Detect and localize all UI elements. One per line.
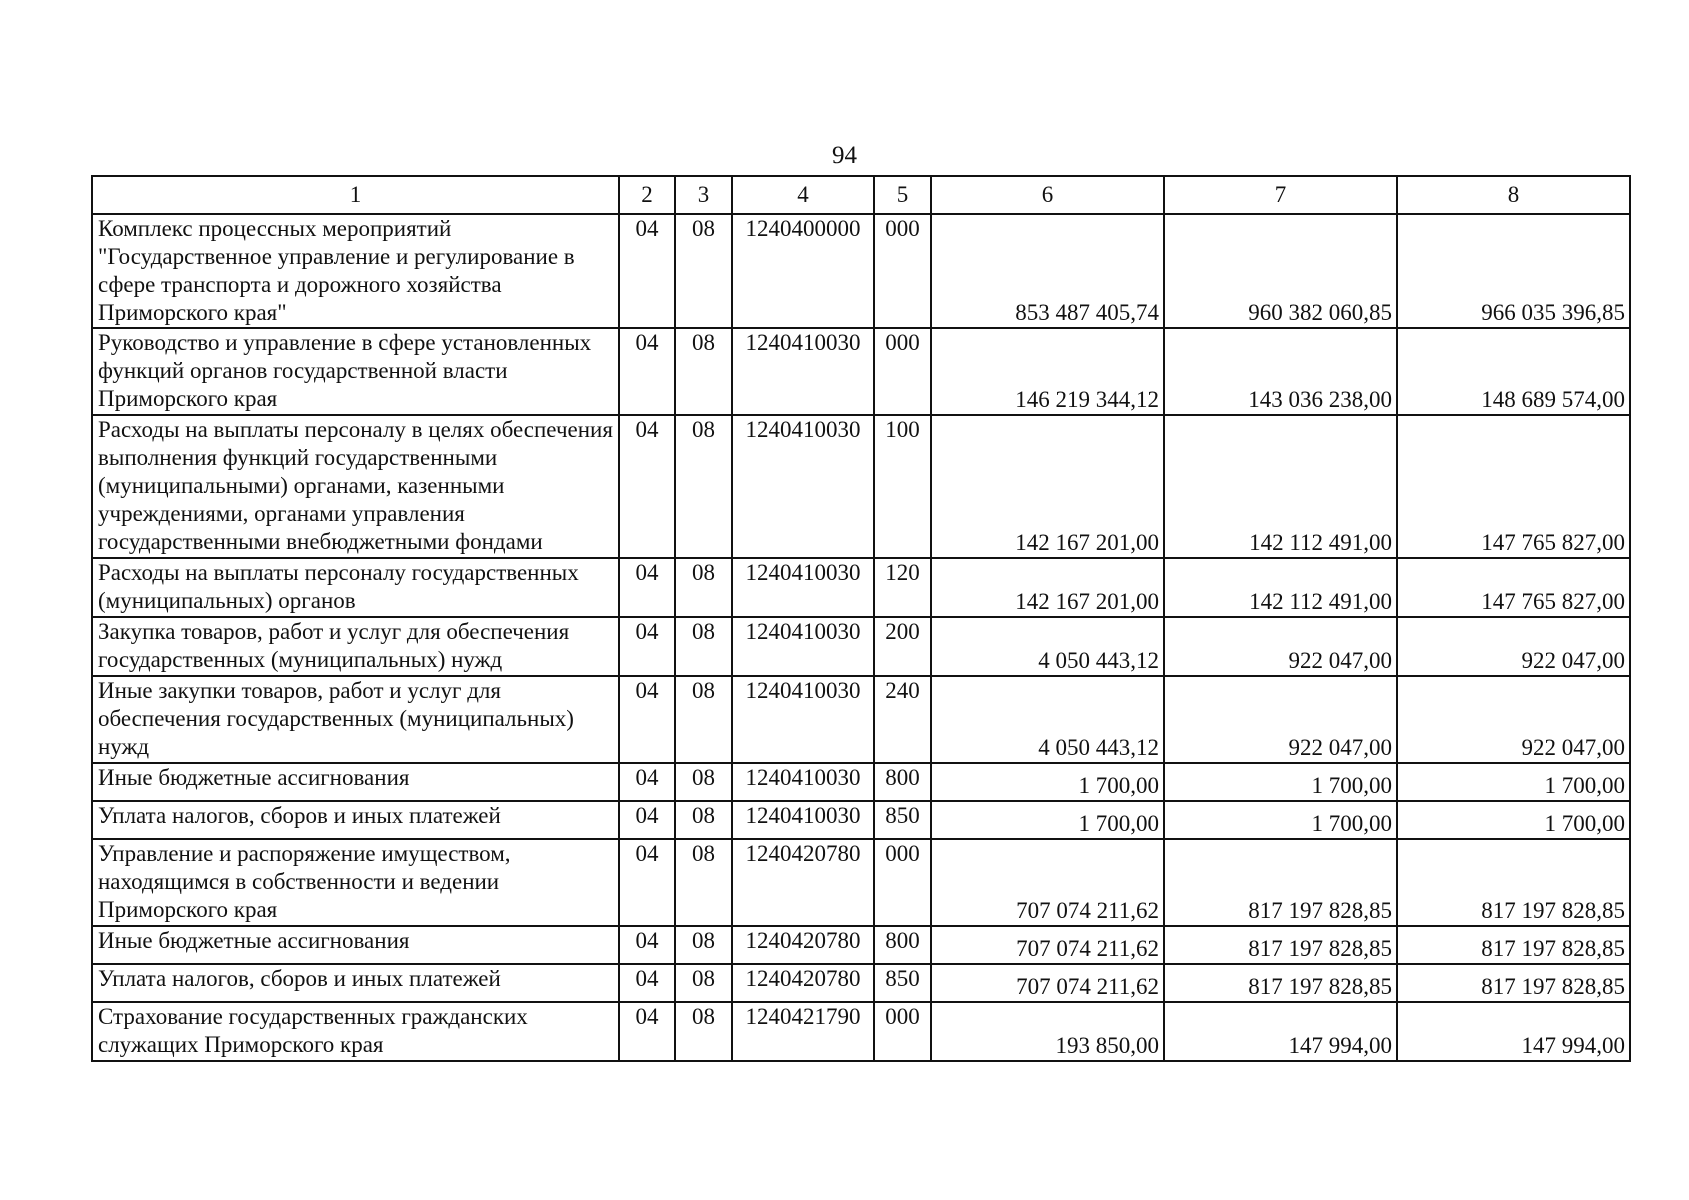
row-name: Страхование государственных гражданских служащих Приморского края [92, 1002, 619, 1061]
row-name: Иные бюджетные ассигнования [92, 926, 619, 964]
row-expense-type-code: 200 [874, 617, 931, 676]
header-col-4: 4 [732, 176, 874, 214]
row-amount-col-7: 922 047,00 [1164, 617, 1397, 676]
table-row [92, 801, 1630, 839]
row-section-code: 04 [619, 1002, 675, 1061]
row-amount-col-7: 1 700,00 [1164, 763, 1397, 801]
row-name: Иные закупки товаров, работ и услуг для обеспечения государственных (муниципальных) нужд [92, 676, 619, 763]
table-row [92, 926, 1630, 964]
row-name: Уплата налогов, сборов и иных платежей [92, 801, 619, 839]
row-expense-type-code: 000 [874, 328, 931, 415]
row-amount-col-8: 148 689 574,00 [1397, 328, 1630, 415]
row-expense-type-code: 000 [874, 214, 931, 328]
row-expense-type-code: 800 [874, 926, 931, 964]
row-target-article-code: 1240420780 [732, 839, 874, 926]
row-amount-col-7: 817 197 828,85 [1164, 926, 1397, 964]
row-subsection-code: 08 [675, 964, 732, 1002]
row-expense-type-code: 800 [874, 763, 931, 801]
row-amount-col-7: 817 197 828,85 [1164, 964, 1397, 1002]
row-subsection-code: 08 [675, 415, 732, 558]
row-name: Закупка товаров, работ и услуг для обеспечения государственных (муниципальных) нужд [92, 617, 619, 676]
row-target-article-code: 1240410030 [732, 415, 874, 558]
row-section-code: 04 [619, 926, 675, 964]
row-amount-col-7: 960 382 060,85 [1164, 214, 1397, 328]
header-col-1: 1 [92, 176, 619, 214]
row-target-article-code: 1240410030 [732, 328, 874, 415]
row-amount-col-7: 1 700,00 [1164, 801, 1397, 839]
row-subsection-code: 08 [675, 617, 732, 676]
row-amount-col-7: 142 112 491,00 [1164, 415, 1397, 558]
row-amount-col-6: 146 219 344,12 [931, 328, 1164, 415]
row-name: Расходы на выплаты персоналу государственных (муниципальных) органов [92, 558, 619, 617]
row-target-article-code: 1240420780 [732, 964, 874, 1002]
row-expense-type-code: 850 [874, 801, 931, 839]
row-amount-col-8: 1 700,00 [1397, 763, 1630, 801]
row-amount-col-7: 922 047,00 [1164, 676, 1397, 763]
row-subsection-code: 08 [675, 1002, 732, 1061]
row-target-article-code: 1240421790 [732, 1002, 874, 1061]
table-row [92, 763, 1630, 801]
row-section-code: 04 [619, 676, 675, 763]
row-amount-col-8: 147 765 827,00 [1397, 415, 1630, 558]
row-amount-col-8: 817 197 828,85 [1397, 926, 1630, 964]
row-amount-col-8: 922 047,00 [1397, 617, 1630, 676]
page-number: 94 [832, 142, 857, 169]
row-subsection-code: 08 [675, 214, 732, 328]
row-amount-col-8: 1 700,00 [1397, 801, 1630, 839]
row-amount-col-6: 142 167 201,00 [931, 558, 1164, 617]
header-col-3: 3 [675, 176, 732, 214]
row-expense-type-code: 120 [874, 558, 931, 617]
row-amount-col-6: 4 050 443,12 [931, 617, 1164, 676]
row-amount-col-6: 4 050 443,12 [931, 676, 1164, 763]
row-amount-col-6: 707 074 211,62 [931, 964, 1164, 1002]
row-amount-col-6: 1 700,00 [931, 763, 1164, 801]
row-target-article-code: 1240410030 [732, 558, 874, 617]
row-target-article-code: 1240410030 [732, 617, 874, 676]
table-row [92, 558, 1630, 617]
row-section-code: 04 [619, 214, 675, 328]
row-amount-col-6: 1 700,00 [931, 801, 1164, 839]
header-col-8: 8 [1397, 176, 1630, 214]
row-target-article-code: 1240400000 [732, 214, 874, 328]
table-row [92, 415, 1630, 558]
row-amount-col-7: 817 197 828,85 [1164, 839, 1397, 926]
table-row [92, 676, 1630, 763]
row-name: Уплата налогов, сборов и иных платежей [92, 964, 619, 1002]
row-amount-col-8: 966 035 396,85 [1397, 214, 1630, 328]
row-amount-col-6: 707 074 211,62 [931, 926, 1164, 964]
row-amount-col-6: 707 074 211,62 [931, 839, 1164, 926]
row-section-code: 04 [619, 801, 675, 839]
table-row [92, 328, 1630, 415]
header-col-7: 7 [1164, 176, 1397, 214]
row-amount-col-7: 147 994,00 [1164, 1002, 1397, 1061]
row-section-code: 04 [619, 763, 675, 801]
table-row [92, 214, 1630, 328]
row-section-code: 04 [619, 839, 675, 926]
row-expense-type-code: 000 [874, 839, 931, 926]
row-amount-col-8: 147 994,00 [1397, 1002, 1630, 1061]
row-subsection-code: 08 [675, 763, 732, 801]
row-amount-col-7: 142 112 491,00 [1164, 558, 1397, 617]
row-subsection-code: 08 [675, 839, 732, 926]
header-col-2: 2 [619, 176, 675, 214]
row-amount-col-8: 147 765 827,00 [1397, 558, 1630, 617]
row-subsection-code: 08 [675, 926, 732, 964]
row-name: Управление и распоряжение имуществом, находящимся в собственности и ведении Приморского края [92, 839, 619, 926]
table-row [92, 964, 1630, 1002]
row-target-article-code: 1240420780 [732, 926, 874, 964]
row-subsection-code: 08 [675, 801, 732, 839]
row-amount-col-6: 193 850,00 [931, 1002, 1164, 1061]
table-row [92, 1002, 1630, 1061]
table-row [92, 839, 1630, 926]
row-name: Комплекс процессных мероприятий "Государственное управление и регулирование в сфере транспорта и дорожного хозяйства Приморского края" [92, 214, 619, 328]
row-expense-type-code: 000 [874, 1002, 931, 1061]
table-row [92, 617, 1630, 676]
row-subsection-code: 08 [675, 328, 732, 415]
row-expense-type-code: 100 [874, 415, 931, 558]
row-amount-col-8: 817 197 828,85 [1397, 839, 1630, 926]
row-section-code: 04 [619, 558, 675, 617]
row-section-code: 04 [619, 964, 675, 1002]
header-col-5: 5 [874, 176, 931, 214]
table-header-row [92, 176, 1630, 214]
row-expense-type-code: 850 [874, 964, 931, 1002]
row-section-code: 04 [619, 328, 675, 415]
row-target-article-code: 1240410030 [732, 676, 874, 763]
row-name: Иные бюджетные ассигнования [92, 763, 619, 801]
row-amount-col-8: 817 197 828,85 [1397, 964, 1630, 1002]
row-amount-col-7: 143 036 238,00 [1164, 328, 1397, 415]
row-section-code: 04 [619, 617, 675, 676]
row-amount-col-8: 922 047,00 [1397, 676, 1630, 763]
row-name: Руководство и управление в сфере установленных функций органов государственной власти Приморского края [92, 328, 619, 415]
header-col-6: 6 [931, 176, 1164, 214]
row-target-article-code: 1240410030 [732, 801, 874, 839]
row-target-article-code: 1240410030 [732, 763, 874, 801]
row-amount-col-6: 853 487 405,74 [931, 214, 1164, 328]
row-subsection-code: 08 [675, 558, 732, 617]
row-subsection-code: 08 [675, 676, 732, 763]
row-expense-type-code: 240 [874, 676, 931, 763]
row-section-code: 04 [619, 415, 675, 558]
budget-table [91, 175, 1631, 1062]
row-amount-col-6: 142 167 201,00 [931, 415, 1164, 558]
row-name: Расходы на выплаты персоналу в целях обеспечения выполнения функций государственными (муниципальными) органами, казенными учреждениями, органами управления государственными внебюджетными фондами [92, 415, 619, 558]
